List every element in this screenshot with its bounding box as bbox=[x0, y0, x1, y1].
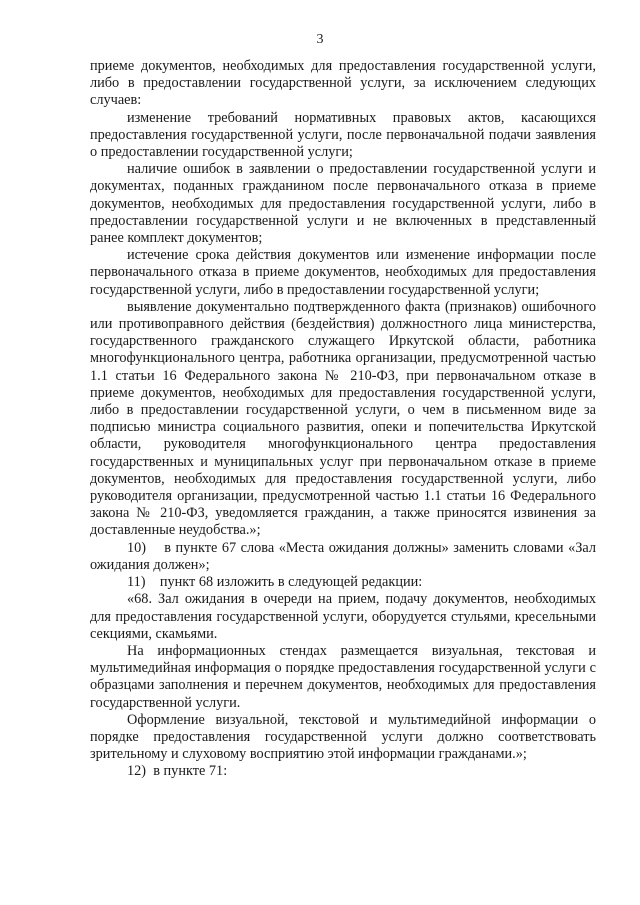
page-number: 3 bbox=[316, 32, 324, 47]
paragraph-info-design: Оформление визуальной, текстовой и мультимедийной информации о порядке предоставления государственной услуги должно соответствовать зрительному и слуховому восприятию этой информации гражданами.»; bbox=[90, 711, 596, 763]
paragraph-item-11: 11) пункт 68 изложить в следующей редакции: bbox=[127, 574, 423, 591]
paragraph-exception-4: выявление документально подтвержденного факта (признаков) ошибочного или противоправного действия (бездействия) должностного лица министерства, государственного гражданского служащего Иркутской области, работника многофункционального центра, работника организации, предусмотренной частью 1.1 статьи 16 Федерального закона № 210-ФЗ, при первоначальном отказе в приеме документов, необходимых для предоставления государственной услуги, либо в предоставлении государственной услуги, о чем в письменном виде за подписью министра социального развития, опеки и попечительства Иркутской области, руководителя многофункционального центра предоставления государственных и муниципальных услуг при первоначальном отказе в приеме документов, необходимых для предоставления государственной услуги, либо руководителя организации, предусмотренной частью 1.1 статьи 16 Федерального закона № 210-ФЗ, уведомляется гражданин, а также приносятся извинения за доставленные неудобства.»; bbox=[90, 298, 596, 539]
paragraph-item-10: 10) в пункте 67 слова «Места ожидания должны» заменить словами «Зал ожидания должен»; bbox=[90, 539, 596, 573]
paragraph-exception-2: наличие ошибок в заявлении о предоставлении государственной услуги и документах, поданных гражданином после первоначального отказа в приеме документов, необходимых для предоставления государственной услуги, либо в предоставлении государственной услуги и не включенных в представленный ранее комплект документов; bbox=[90, 161, 596, 247]
paragraph-continuation: приеме документов, необходимых для предоставления государственной услуги, либо в предоставлении государственной услуги, за исключением следующих случаев: bbox=[90, 58, 596, 109]
paragraph-exception-1: изменение требований нормативных правовых актов, касающихся предоставления государственной услуги, после первоначальной подачи заявления о предоставлении государственной услуги; bbox=[90, 109, 596, 161]
paragraph-exception-3: истечение срока действия документов или изменение информации после первоначального отказа в приеме документов, необходимых для предоставления государственной услуги, либо в предоставлении государственной услуги; bbox=[90, 247, 596, 298]
paragraph-info-stands: На информационных стендах размещается визуальная, текстовая и мультимедийная информация о порядке предоставления государственной услуги с образцами заполнения и перечнем документов, необходимых для предоставления государственной услуги. bbox=[90, 642, 596, 711]
document-body bbox=[90, 58, 596, 781]
paragraph-item-12: 12) в пункте 71: bbox=[127, 763, 228, 780]
paragraph-clause-68: «68. Зал ожидания в очереди на прием, подачу документов, необходимых для предоставления государственной услуги, оборудуется стульями, кресельными секциями, скамьями. bbox=[90, 591, 596, 642]
